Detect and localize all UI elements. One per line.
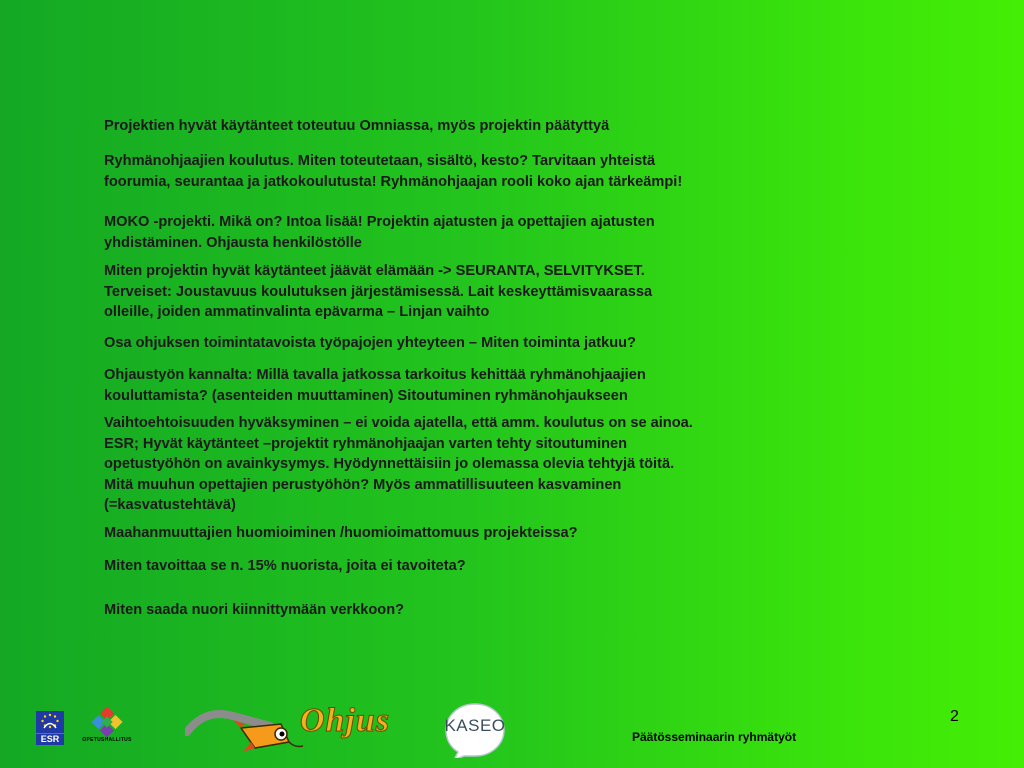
text-line: opetustyöhön on avainkysymys. Hyödynnettäisiin jo olemassa olevia tehtyjä töitä.	[104, 456, 675, 473]
footer-text: Päätösseminaarin ryhmätyöt	[632, 730, 797, 744]
paragraph-2	[104, 151, 804, 192]
paragraph-10	[104, 600, 804, 621]
text-line: Maahanmuuttajien huomioiminen /huomioimattomuus projekteissa?	[104, 525, 578, 541]
ohjus-logo-text: Ohjus	[300, 702, 391, 739]
text-line: yhdistäminen. Ohjausta henkilöstölle	[104, 234, 362, 251]
paragraph-4	[104, 261, 804, 323]
text-line: Mitä muuhun opettajien perustyöhön? Myös ammatillisuuteen kasvaminen	[104, 476, 622, 493]
text-line: foorumia, seurantaa ja jatkokoulutusta! Ryhmänohjaajan rooli koko ajan tärkeämpi!	[104, 173, 683, 190]
page-number: 2	[950, 708, 959, 725]
paragraph-6	[104, 365, 804, 406]
text-line: ESR; Hyvät käytänteet –projektit ryhmänohjaajan varten tehty sitoutuminen	[104, 435, 628, 452]
text-line: Miten saada nuori kiinnittymään verkkoon?	[104, 602, 405, 618]
text-line: Terveiset: Joustavuus koulutuksen järjestämisessä. Lait keskeyttämisvaarassa	[104, 283, 653, 300]
paragraph-3	[104, 212, 804, 253]
paragraph-9	[104, 556, 804, 577]
text-line: kouluttamista? (asenteiden muuttaminen) Sitoutuminen ryhmänohjaukseen	[104, 387, 628, 404]
text-line: Ryhmänohjaajien koulutus. Miten toteutetaan, sisältö, kesto? Tarvitaan yhteistä	[104, 153, 656, 169]
text-line: Osa ohjuksen toimintatavoista työpajojen yhteyteen – Miten toiminta jatkuu?	[104, 335, 636, 351]
text-line: Vaihtoehtoisuuden hyväksyminen – ei voida ajatella, että amm. koulutus on se ainoa.	[104, 415, 693, 431]
paragraph-7	[104, 413, 804, 516]
text-line: Miten projektin hyvät käytänteet jäävät elämään -> SEURANTA, SELVITYKSET.	[104, 263, 645, 279]
kaseo-logo-text: KASEO	[444, 716, 506, 735]
paragraph-1	[104, 116, 804, 137]
text-line: MOKO -projekti. Mikä on? Intoa lisää! Projektin ajatusten ja opettajien ajatusten	[104, 214, 655, 230]
esr-logo-text: ESR	[40, 734, 60, 744]
paragraph-5	[104, 333, 804, 354]
text-line: Ohjaustyön kannalta: Millä tavalla jatkossa tarkoitus kehittää ryhmänohjaajien	[104, 367, 646, 383]
text-line: Miten tavoittaa se n. 15% nuorista, joita ei tavoiteta?	[104, 558, 466, 574]
opetushallitus-logo-text: OPETUSHALLITUS	[82, 737, 132, 743]
text-line: olleille, joiden ammatinvalinta epävarma – Linjan vaihto	[104, 304, 490, 321]
text-line: Projektien hyvät käytänteet toteutuu Omniassa, myös projektin päätyttyä	[104, 118, 610, 134]
text-line: (=kasvatustehtävä)	[104, 497, 236, 514]
paragraph-8	[104, 523, 804, 544]
